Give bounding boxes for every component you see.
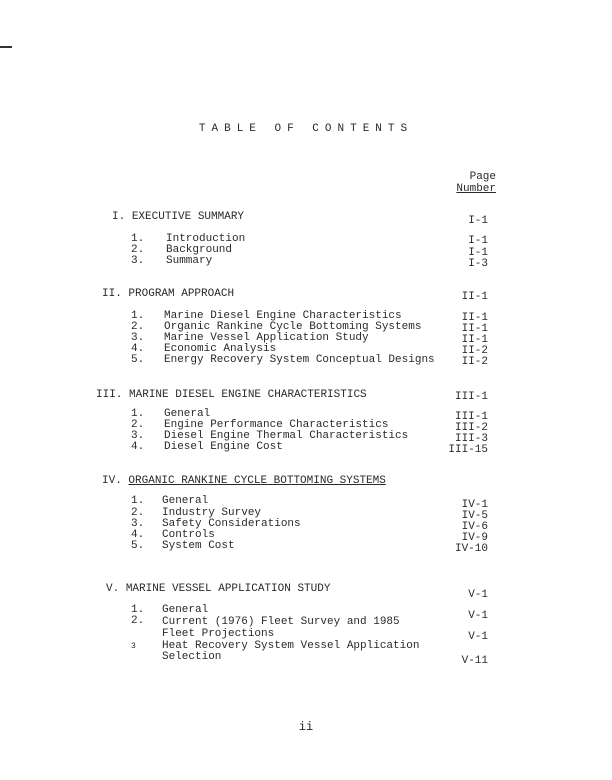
toc-item-page: II-1 [461,323,488,335]
toc-item-page: I-1 [468,235,488,247]
toc-item-label: Summary [166,255,213,267]
toc-item-page: III-2 [454,422,488,434]
toc-item: 1. [131,604,145,616]
toc-item-label: Controls [162,529,215,541]
toc-item-page: IV-1 [461,499,488,511]
toc-item-label: Energy Recovery System Conceptual Designs [164,354,435,366]
page-header-line1: Page [469,171,496,183]
page-title: TABLE OF CONTENTS [198,123,414,135]
section-page: I-1 [468,215,488,227]
toc-item-label: Economic Analysis [164,343,277,355]
toc-item: 5. [131,354,145,366]
toc-item: 1. [131,310,145,322]
toc-item: 2. [131,244,145,256]
toc-item: 2. [131,419,145,431]
toc-item-label: General [162,604,209,616]
toc-item-page: IV-5 [461,510,488,522]
toc-item: 4. [131,441,145,453]
toc-item: 2. [131,321,145,333]
margin-mark [0,46,12,48]
toc-item-page: II-1 [461,334,488,346]
toc-item: 3. [131,255,145,267]
toc-item-label: Organic Rankine Cycle Bottoming Systems [164,321,422,333]
toc-item: 4. [131,343,145,355]
toc-item: 1. [131,408,145,420]
toc-item-page: I-3 [468,258,488,270]
toc-item-label: Industry Survey [162,507,262,519]
section-page: V-1 [468,589,488,601]
toc-item-page: V-1 [468,631,488,643]
toc-item: 3. [131,430,145,442]
toc-item: 2. [131,615,145,627]
toc-item-label: Background [166,244,233,256]
toc-item-page: II-1 [461,312,488,324]
toc-item: 4. [131,529,145,541]
toc-item-page: III-1 [454,411,488,423]
section-page: II-1 [461,291,488,303]
toc-item-label: Introduction [166,233,246,245]
toc-item-label: Diesel Engine Cost [164,441,283,453]
section-page: III-1 [454,391,488,403]
page-header-line2: Number [456,183,496,195]
toc-item-page: V-1 [468,610,488,622]
section-heading: V. MARINE VESSEL APPLICATION STUDY [106,583,331,595]
section-heading: II. PROGRAM APPROACH [102,288,235,300]
toc-item-label: Marine Diesel Engine Characteristics [164,310,402,322]
toc-item: 3. [131,332,145,344]
section-heading: I. EXECUTIVE SUMMARY [112,211,245,223]
toc-item-page: II-2 [461,345,488,357]
page-number-header [452,171,496,195]
toc-item-label: General [164,408,211,420]
toc-item: 1. [131,233,145,245]
toc-item-page: III-15 [448,444,488,456]
toc-item-page: II-2 [461,356,488,368]
toc-item: 1. [131,495,145,507]
toc-item: 3. [131,518,145,530]
section-heading: IV. ORGANIC RANKINE CYCLE BOTTOMING SYSTEMS [102,475,386,487]
toc-item: 5. [131,540,145,552]
toc-item-label: Current (1976) Fleet Survey and 1985 [162,616,400,628]
toc-item-label: General [162,495,209,507]
toc-item-page: IV-6 [461,521,488,533]
toc-item-label-cont: Fleet Projections [162,628,275,640]
toc-item-label: Diesel Engine Thermal Characteristics [164,430,409,442]
toc-item-label-cont: Selection [162,651,222,663]
toc-item-label: Marine Vessel Application Study [164,332,369,344]
toc-item-page: IV-10 [454,543,488,555]
section-heading: III. MARINE DIESEL ENGINE CHARACTERISTICS [96,389,367,401]
toc-item-label: Safety Considerations [162,518,301,530]
toc-item-page: III-3 [454,433,488,445]
page-number-footer: ii [298,720,314,734]
toc-item-label: Engine Performance Characteristics [164,419,389,431]
toc-item-label: System Cost [162,540,235,552]
toc-item-page: I-1 [468,247,488,259]
toc-item: 3 [131,642,136,651]
toc-item-page: V-11 [461,655,488,667]
toc-item: 2. [131,507,145,519]
toc-item-page: IV-9 [461,532,488,544]
toc-item-label: Heat Recovery System Vessel Application [162,640,420,652]
